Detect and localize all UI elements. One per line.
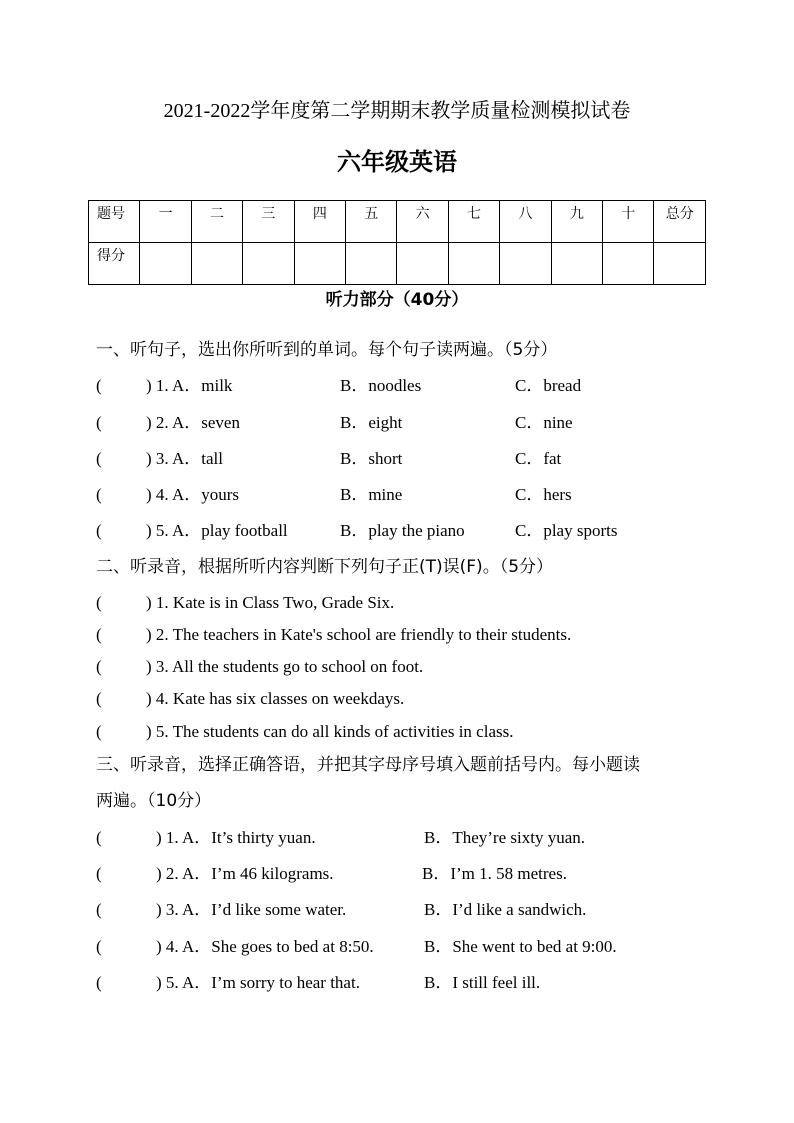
score-input-cell[interactable] (603, 243, 654, 285)
s3-q2-option-a: ) 2. A．I’m 46 kilograms. (156, 864, 334, 883)
score-input-cell[interactable] (551, 243, 602, 285)
score-cell-q3: 三 (243, 201, 294, 243)
s1-q5-option-b: B．play the piano (340, 521, 465, 540)
section3-title-line1: 三、听录音，选择正确答语，并把其字母序号填入题前括号内。每小题读 (96, 755, 640, 775)
section1-title: 一、听句子，选出你所听到的单词。每个句子读两遍。（5分） (96, 340, 558, 360)
paren-open: ( (96, 828, 102, 847)
s3-q1-option-b: B．They’re sixty yuan. (424, 828, 585, 847)
score-cell-q8: 八 (500, 201, 551, 243)
score-cell-label: 题号 (89, 201, 140, 243)
exam-subtitle: 六年级英语 (337, 148, 457, 176)
score-input-cell[interactable] (294, 243, 345, 285)
score-input-cell[interactable] (140, 243, 191, 285)
paren-open: ( (96, 657, 102, 676)
s3-q2-option-b: B．I’m 1. 58 metres. (422, 864, 567, 883)
s2-statement-2-text: ) 2. The teachers in Kate's school are friendly to their students. (146, 625, 572, 644)
s1-q4-option-b: B．mine (340, 485, 403, 504)
score-row-label: 得分 (89, 243, 140, 285)
paren-open: ( (96, 449, 102, 468)
score-cell-q5: 五 (346, 201, 397, 243)
score-table (88, 200, 706, 285)
s2-statement-1-text: ) 1. Kate is in Class Two, Grade Six. (146, 593, 395, 612)
score-input-cell[interactable] (346, 243, 397, 285)
s1-q1-option-b: B．noodles (340, 376, 422, 395)
s1-q3-option-c: C．fat (515, 449, 562, 468)
s1-q3-option-a: ) 3. A．tall (146, 449, 223, 468)
score-input-cell[interactable] (654, 243, 706, 285)
s2-statement-4-text: ) 4. Kate has six classes on weekdays. (146, 689, 405, 708)
exam-title: 2021-2022学年度第二学期期末教学质量检测模拟试卷 (163, 100, 631, 122)
s1-q1-option-c: C．bread (515, 376, 582, 395)
s1-q3-option-b: B．short (340, 449, 403, 468)
score-input-cell[interactable] (243, 243, 294, 285)
section2-title: 二、听录音，根据所听内容判断下列句子正(T)误(F)。（5分） (96, 557, 554, 577)
paren-open: ( (96, 485, 102, 504)
paren-open: ( (96, 973, 102, 992)
paren-open: ( (96, 864, 102, 883)
paren-open: ( (96, 376, 102, 395)
score-cell-q7: 七 (448, 201, 499, 243)
score-cell-q9: 九 (551, 201, 602, 243)
paren-open: ( (96, 413, 102, 432)
score-table-score-row (89, 243, 706, 285)
score-input-cell[interactable] (448, 243, 499, 285)
s1-q2-option-b: B．eight (340, 413, 403, 432)
score-cell-q6: 六 (397, 201, 448, 243)
s2-statement-5-text: ) 5. The students can do all kinds of activities in class. (146, 722, 514, 741)
score-input-cell[interactable] (397, 243, 448, 285)
paren-open: ( (96, 521, 102, 540)
score-cell-q4: 四 (294, 201, 345, 243)
s3-q5-option-b: B．I still feel ill. (424, 973, 541, 992)
paren-open: ( (96, 689, 102, 708)
section3-title-line2: 两遍。（10分） (96, 791, 212, 811)
s3-q3-option-a: ) 3. A．I’d like some water. (156, 900, 347, 919)
paren-open: ( (96, 722, 102, 741)
s1-q2-option-a: ) 2. A．seven (146, 413, 240, 432)
s3-q1-option-a: ) 1. A．It’s thirty yuan. (156, 828, 316, 847)
score-cell-q2: 二 (191, 201, 242, 243)
s3-q5-option-a: ) 5. A．I’m sorry to hear that. (156, 973, 360, 992)
paren-open: ( (96, 900, 102, 919)
s1-q5-option-c: C．play sports (515, 521, 618, 540)
score-table-header-row (89, 201, 706, 243)
s3-q4-option-a: ) 4. A．She goes to bed at 8:50. (156, 937, 374, 956)
s3-q3-option-b: B．I’d like a sandwich. (424, 900, 587, 919)
s3-q4-option-b: B．She went to bed at 9:00. (424, 937, 617, 956)
paren-open: ( (96, 593, 102, 612)
score-cell-q10: 十 (603, 201, 654, 243)
paren-open: ( (96, 625, 102, 644)
s2-statement-3-text: ) 3. All the students go to school on foot. (146, 657, 424, 676)
score-cell-q1: 一 (140, 201, 191, 243)
s1-q4-option-a: ) 4. A．yours (146, 485, 240, 504)
s1-q4-option-c: C．hers (515, 485, 572, 504)
s1-q2-option-c: C．nine (515, 413, 573, 432)
s1-q1-option-a: ) 1. A．milk (146, 376, 233, 395)
score-input-cell[interactable] (191, 243, 242, 285)
score-cell-total: 总分 (654, 201, 706, 243)
s1-q5-option-a: ) 5. A．play football (146, 521, 288, 540)
listening-heading: 听力部分（40分） (325, 290, 469, 310)
paren-open: ( (96, 937, 102, 956)
score-input-cell[interactable] (500, 243, 551, 285)
